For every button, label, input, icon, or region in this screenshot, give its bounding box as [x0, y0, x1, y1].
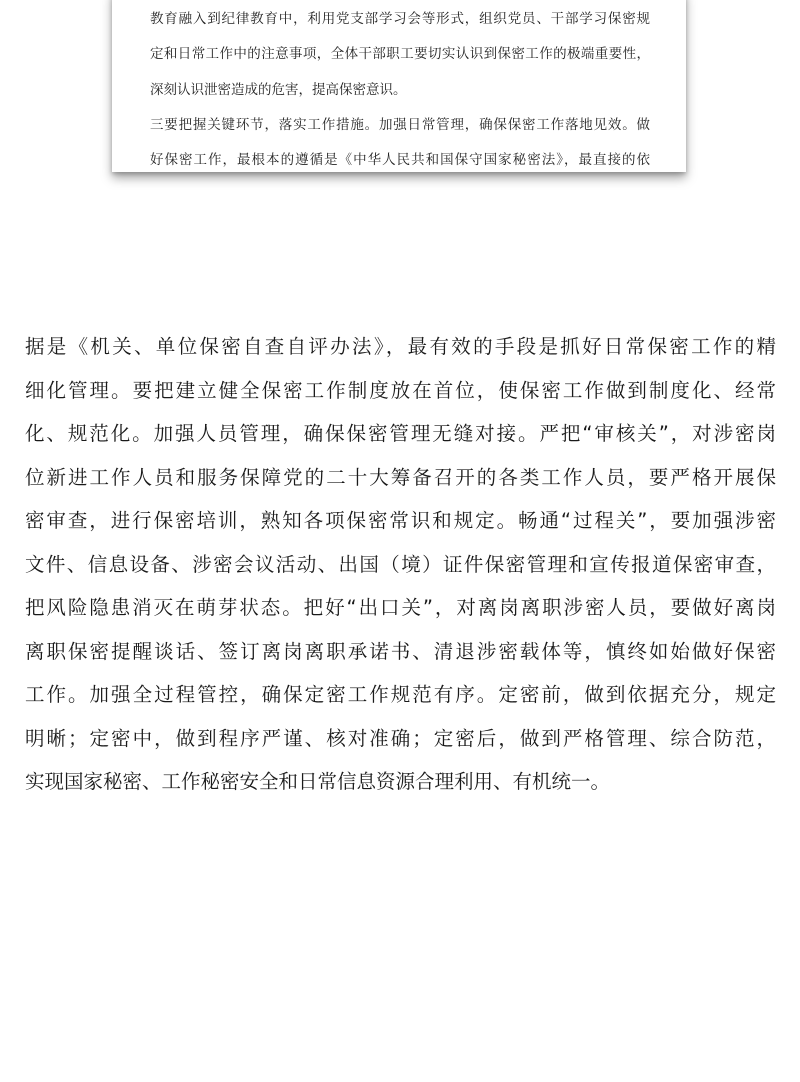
excerpt-line: 定和日常工作中的注意事项，全体干部职工要切实认识到保密工作的极端重要性， [150, 46, 650, 63]
body-line: 工作。加强全过程管控，确保定密工作规范有序。定密前，做到依据充分，规定 [25, 683, 776, 706]
body-line: 密审查，进行保密培训，熟知各项保密常识和规定。畅通“过程关”，要加强涉密 [25, 509, 776, 532]
body-line: 离职保密提醒谈话、签订离岗离职承诺书、清退涉密载体等，慎终如始做好保密 [25, 639, 776, 663]
body-line: 据是《机关、单位保密自查自评办法》，最有效的手段是抓好日常保密工作的精 [25, 335, 776, 358]
excerpt-line: 好保密工作，最根本的遵循是《中华人民共和国保守国家秘密法》，最直接的依 [150, 152, 650, 169]
body-line: 化、规范化。加强人员管理，确保保密管理无缝对接。严把“审核关”，对涉密岗 [25, 422, 776, 445]
body-paragraph [25, 325, 776, 804]
excerpt-text [150, 2, 650, 178]
excerpt-line: 三要把握关键环节，落实工作措施。加强日常管理，确保保密工作落地见效。做 [150, 116, 650, 133]
excerpt-card [112, 0, 686, 172]
body-line: 实现国家秘密、工作秘密安全和日常信息资源合理利用、有机统一。 [25, 770, 611, 793]
excerpt-line: 深刻认识泄密造成的危害，提高保密意识。 [150, 81, 407, 98]
excerpt-line: 教育融入到纪律教育中，利用党支部学习会等形式，组织党员、干部学习保密规 [150, 11, 650, 27]
body-line: 明晰；定密中，做到程序严谨、核对准确；定密后，做到严格管理、综合防范， [25, 726, 776, 750]
body-line: 位新进工作人员和服务保障党的二十大筹备召开的各类工作人员，要严格开展保 [25, 465, 776, 489]
body-line: 文件、信息设备、涉密会议活动、出国（境）证件保密管理和宣传报道保密审查， [25, 552, 776, 576]
body-line: 把风险隐患消灭在萌芽状态。把好“出口关”，对离岗离职涉密人员，要做好离岗 [25, 596, 776, 619]
body-line: 细化管理。要把建立健全保密工作制度放在首位，使保密工作做到制度化、经常 [25, 378, 776, 402]
